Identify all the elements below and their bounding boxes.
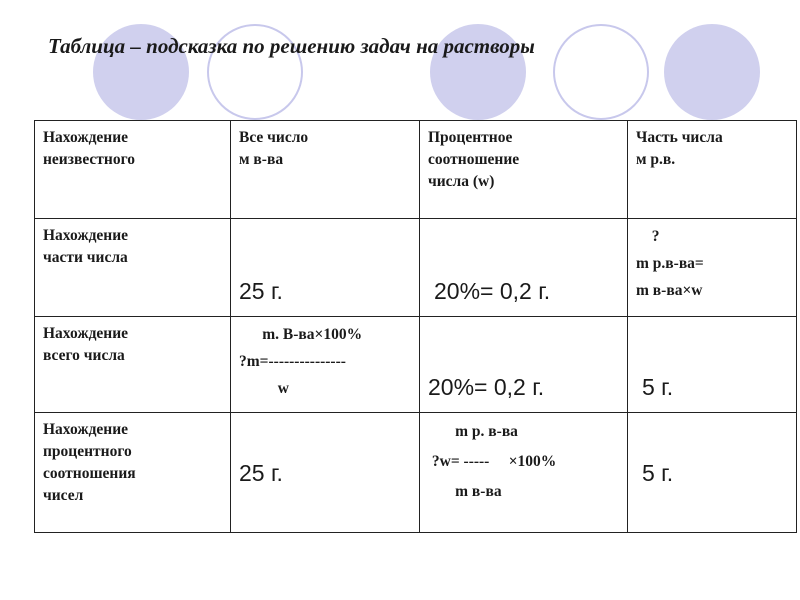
row2-percent-value: 20%= 0,2 г.	[420, 317, 628, 413]
table-header-row	[35, 121, 797, 219]
row-label-percentage: Нахождение процентного соотношения чисел	[35, 413, 231, 533]
row1-part-formula: ? m р.в-ва= m в-ва×w	[628, 219, 797, 317]
table-row	[35, 219, 797, 317]
page-title: Таблица – подсказка по решению задач на растворы	[48, 34, 535, 58]
table-row	[35, 413, 797, 533]
header-cell-unknown: Нахождение неизвестного	[35, 121, 231, 219]
row3-percent-formula: m р. в-ва ?w= ----- ×100% m в-ва	[420, 413, 628, 533]
row-label-whole: Нахождение всего числа	[35, 317, 231, 413]
decor-circle-5	[664, 24, 760, 120]
row-label-part: Нахождение части числа	[35, 219, 231, 317]
solutions-hint-table	[34, 120, 797, 533]
row2-part-value: 5 г.	[628, 317, 797, 413]
header-cell-part: Часть числа м р.в.	[628, 121, 797, 219]
row3-whole-value: 25 г.	[231, 413, 420, 533]
table-row	[35, 317, 797, 413]
header-cell-whole-number: Все число м в-ва	[231, 121, 420, 219]
row1-whole-value: 25 г.	[231, 219, 420, 317]
row1-percent-value: 20%= 0,2 г.	[420, 219, 628, 317]
decor-circle-4	[553, 24, 649, 120]
row2-whole-formula: m. В-ва×100% ?m=--------------- w	[231, 317, 420, 413]
header-cell-percentage: Процентное соотношение числа (w)	[420, 121, 628, 219]
row3-part-value: 5 г.	[628, 413, 797, 533]
